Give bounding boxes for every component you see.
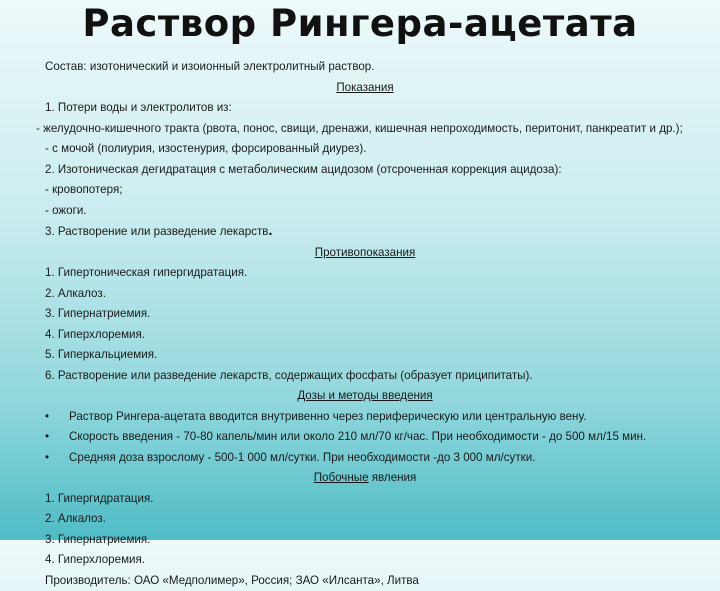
side-effects-heading-rest: явления <box>369 471 417 484</box>
indication-item-last <box>45 221 685 243</box>
indication-item: - желудочно-кишечного тракта (рвота, понос, свищи, дренажи, кишечная непроходимость, перитонит, панкреатит и др.); <box>45 119 685 140</box>
dosage-item-text: Скорость введения - 70-80 капель/мин или около 210 мл/70 кг/час. При необходимости - до 500 мл/15 мин. <box>69 430 646 443</box>
indication-item: - ожоги. <box>45 201 685 222</box>
side-effect-item: 1. Гипергидратация. <box>45 489 685 510</box>
contraindication-item: 4. Гиперхлоремия. <box>45 325 685 346</box>
dosage-item-text: Средняя доза взрослому - 500-1 000 мл/сутки. При необходимости -до 3 000 мл/сутки. <box>69 451 535 464</box>
contraindication-item: 5. Гиперкальциемия. <box>45 345 685 366</box>
manufacturer-text: Производитель: ОАО «Медполимер», Россия; ЗАО «Илсанта», Литва <box>45 571 685 591</box>
slide-title: Раствор Рингера-ацетата <box>0 2 720 46</box>
period-mark: . <box>268 222 272 239</box>
indication-item: - кровопотеря; <box>45 180 685 201</box>
indication-item: - с мочой (полиурия, изостенурия, форсированный диурез). <box>45 139 685 160</box>
side-effect-item: 3. Гипернатриемия. <box>45 530 685 551</box>
dosage-heading: Дозы и методы введения <box>45 386 685 407</box>
contraindication-item: 1. Гипертоническая гипергидратация. <box>45 263 685 284</box>
slide-body <box>45 57 685 591</box>
composition-text: Состав: изотонический и изоионный электролитный раствор. <box>45 57 685 78</box>
dosage-bullet-item <box>45 407 685 428</box>
contraindication-item: 2. Алкалоз. <box>45 284 685 305</box>
indications-heading: Показания <box>45 78 685 99</box>
side-effects-heading <box>45 468 685 489</box>
side-effect-item: 2. Алкалоз. <box>45 509 685 530</box>
side-effect-item: 4. Гиперхлоремия. <box>45 550 685 571</box>
bullet-icon: • <box>45 411 49 424</box>
indication-item: 1. Потери воды и электролитов из: <box>45 98 685 119</box>
indication-item-text: 3. Растворение или разведение лекарств <box>45 225 268 238</box>
dosage-item-text: Раствор Рингера-ацетата вводится внутривенно через периферическую или центральную вену. <box>69 410 586 423</box>
contraindication-item: 3. Гипернатриемия. <box>45 304 685 325</box>
side-effects-heading-underlined: Побочные <box>314 471 369 484</box>
indication-item: 2. Изотоническая дегидратация с метаболическим ацидозом (отсроченная коррекция ацидоза): <box>45 160 685 181</box>
dosage-bullet-item <box>45 427 685 448</box>
contraindications-heading: Противопоказания <box>45 243 685 264</box>
bullet-icon: • <box>45 431 49 444</box>
dosage-bullet-item <box>45 448 685 469</box>
bullet-icon: • <box>45 452 49 465</box>
contraindication-item: 6. Растворение или разведение лекарств, содержащих фосфаты (образует приципитаты). <box>45 366 685 387</box>
